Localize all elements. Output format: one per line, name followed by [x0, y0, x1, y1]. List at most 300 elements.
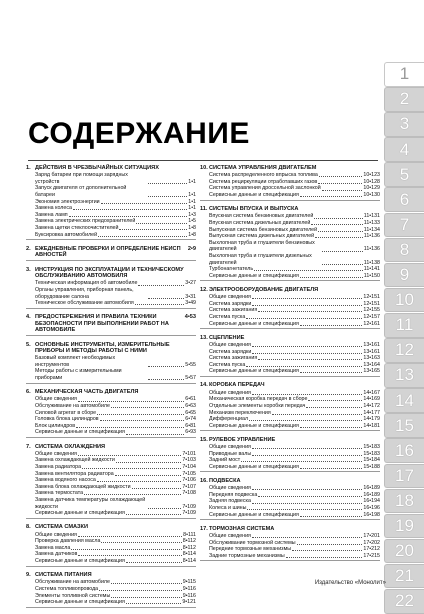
entry-label: Заряд батареи при помощи зарядных устройств [35, 172, 128, 185]
toc-entry[interactable] [26, 225, 196, 232]
index-tab-6[interactable]: 6 [384, 187, 424, 212]
entry-label: Передние тормозные механизмы [209, 546, 292, 553]
entry-label: Замена ламп [35, 211, 68, 218]
index-tab-7[interactable]: 7 [384, 213, 424, 238]
entry-label: Блок цилиндров [35, 422, 76, 429]
dot-leader [297, 544, 363, 545]
toc-entry[interactable] [200, 266, 380, 273]
toc-entry[interactable] [200, 390, 380, 397]
toc-entry[interactable] [26, 545, 196, 552]
entry-label: Дифференциал [209, 416, 249, 423]
dot-leader [300, 516, 363, 517]
section-index-tabs [384, 62, 424, 614]
section-number: 12. [200, 286, 208, 293]
dot-leader [116, 462, 182, 463]
section-title: МЕХАНИЧЕСКАЯ ЧАСТЬ ДВИГАТЕЛЯ [35, 389, 139, 396]
entry-page-number: 12•161 [363, 320, 380, 327]
entry-label: Сервисные данные и спецификация [209, 272, 299, 279]
section-heading[interactable] [200, 437, 380, 443]
dot-leader [252, 503, 363, 504]
toc-entry[interactable] [26, 368, 196, 381]
toc-entry[interactable] [26, 490, 196, 497]
entry-label: Экономия электроэнергии [35, 198, 100, 205]
section-title: СИСТЕМА УПРАВЛЕНИЯ ДВИГАТЕЛЕМ [209, 165, 317, 171]
index-tab-10[interactable]: 10 [384, 288, 424, 313]
toc-entry[interactable] [26, 599, 196, 606]
toc-entry[interactable] [26, 593, 196, 600]
entry-page-number: 9•121 [182, 599, 196, 606]
section-title: ЭЛЕКТРООБОРУДОВАНИЕ ДВИГАТЕЛЯ [209, 286, 319, 293]
index-tab-9[interactable]: 9 [384, 263, 424, 288]
toc-entry[interactable] [26, 172, 196, 185]
entry-page-number: 17•201 [363, 533, 380, 540]
entry-label: Общие сведения [209, 294, 251, 301]
dot-leader [100, 420, 185, 421]
toc-entry[interactable] [200, 410, 380, 417]
index-tab-22[interactable]: 22 [384, 589, 424, 614]
entry-page-number: 11•136 [363, 246, 380, 253]
dot-leader [84, 494, 181, 495]
entry-page-number: 10•128 [363, 178, 380, 185]
entry-label: Приводные валы [209, 450, 252, 457]
dot-leader [99, 590, 182, 591]
dot-leader [252, 537, 362, 538]
toc-entry[interactable] [200, 233, 380, 240]
entry-page-number: 16•194 [363, 498, 380, 505]
dot-leader [322, 251, 363, 252]
toc-entry[interactable] [200, 301, 380, 308]
toc-entry[interactable] [200, 192, 380, 199]
toc-entry[interactable] [26, 205, 196, 212]
section-page-number: 4•53 [184, 314, 196, 321]
entry-label: Замена датчика температуры охлаждающей жидкости [35, 496, 146, 510]
entry-label: Замена датчиков [35, 551, 78, 558]
section-number: 7. [26, 443, 31, 450]
toc-right-column [200, 165, 380, 567]
toc-entry[interactable] [26, 510, 196, 517]
index-tab-1[interactable]: 1 [384, 62, 424, 87]
toc-entry[interactable] [26, 471, 196, 478]
entry-page-number: 15•184 [363, 457, 380, 464]
entry-page-number: 15•183 [363, 444, 380, 451]
dot-leader [318, 183, 362, 184]
section-page-number [378, 526, 380, 532]
section-page-number [378, 478, 380, 484]
entry-label: Турбонагнетатель [209, 266, 254, 273]
entry-page-number: 7•103 [182, 457, 196, 464]
entry-label: Впускная система дизельных двигателей [209, 220, 311, 227]
toc-entry[interactable] [200, 403, 380, 410]
index-tab-19[interactable]: 19 [384, 514, 424, 539]
toc-entry[interactable] [26, 586, 196, 593]
toc-entry[interactable] [26, 232, 196, 239]
entry-label: Обслуживание на автомобиле [35, 403, 110, 410]
index-tab-12[interactable]: 12 [384, 338, 424, 363]
section-heading[interactable] [200, 287, 380, 293]
entry-page-number: 5•55 [185, 361, 196, 368]
entry-page-number: 8•112 [182, 538, 196, 545]
dot-leader [306, 407, 362, 408]
entry-label: Общие сведения [209, 533, 251, 540]
toc-entry[interactable] [200, 355, 380, 362]
publisher-footer: Издательство «Монолит» [314, 580, 386, 586]
section-page-number [378, 335, 380, 341]
entry-page-number: 11•136 [363, 233, 380, 240]
toc-entry[interactable] [200, 498, 380, 505]
entry-label: Общие сведения [35, 450, 77, 457]
dot-leader [136, 223, 187, 224]
index-tab-13[interactable]: 13 [384, 363, 424, 388]
toc-section [26, 389, 196, 438]
entry-label: Колеса и шины [209, 505, 247, 512]
toc-entry[interactable] [200, 416, 380, 423]
section-number: 4. [26, 314, 31, 321]
section-title: СИСТЕМЫ ВПУСКА И ВЫПУСКА [209, 206, 299, 213]
entry-page-number: 12•155 [363, 307, 380, 314]
entry-page-number: 3•31 [185, 293, 196, 300]
dot-leader [246, 366, 362, 367]
entry-page-number: 7•106 [182, 477, 196, 484]
dot-leader [97, 481, 182, 482]
section-title: ТОРМОЗНАЯ СИСТЕМА [209, 525, 275, 532]
section-heading[interactable] [200, 335, 380, 341]
entry-page-number: 8•112 [182, 544, 196, 551]
entry-label: Система зажигания [209, 307, 258, 314]
toc-entry[interactable] [200, 423, 380, 430]
entry-label: Сервисные данные и спецификация [35, 510, 125, 517]
toc-entry[interactable] [26, 410, 196, 417]
index-tab-15[interactable]: 15 [384, 413, 424, 438]
dot-leader [148, 298, 184, 299]
entry-label: Замена термостата [35, 490, 84, 497]
entry-page-number: 3•49 [185, 300, 196, 307]
section-heading[interactable] [26, 165, 196, 171]
entry-page-number: 15•188 [363, 463, 380, 470]
section-page-number [194, 267, 196, 280]
toc-section [26, 342, 196, 384]
dot-leader [73, 209, 187, 210]
dot-leader [314, 218, 363, 219]
entry-page-number: 1•8 [188, 225, 196, 232]
toc-entry[interactable] [26, 579, 196, 586]
toc-entry[interactable] [26, 477, 196, 484]
toc-entry[interactable] [200, 307, 380, 314]
entry-label: Силовой агрегат в сборе [35, 409, 97, 416]
entry-page-number: 14•169 [363, 396, 380, 403]
section-heading[interactable] [26, 246, 196, 259]
entry-label: Сервисные данные и спецификация [209, 368, 299, 375]
toc-entry[interactable] [26, 300, 196, 307]
section-heading[interactable] [200, 526, 380, 532]
index-tab-14[interactable]: 14 [384, 388, 424, 413]
entry-page-number: 11•131 [363, 213, 380, 220]
dot-leader [97, 414, 184, 415]
entry-label: Впускная система бензиновых двигателей [209, 213, 314, 220]
dot-leader [101, 203, 188, 204]
index-tab-3[interactable]: 3 [384, 112, 424, 137]
dot-leader [135, 304, 185, 305]
entry-page-number: 9•116 [182, 592, 196, 599]
entry-page-number: 7•107 [182, 483, 196, 490]
entry-label: Сервисные данные и спецификация [209, 463, 299, 470]
entry-label: Общие сведения [209, 389, 251, 396]
section-page-number [378, 287, 380, 293]
section-heading[interactable] [200, 165, 380, 171]
entry-page-number: 13•161 [363, 341, 380, 348]
entry-label: Система зарядки [209, 348, 252, 355]
section-number: 17. [200, 525, 208, 532]
toc-entry[interactable] [26, 199, 196, 206]
toc-entry[interactable] [200, 362, 380, 369]
entry-label: Проверка давления масла [35, 538, 101, 545]
dot-leader [119, 229, 187, 230]
entry-label: Система рециркуляции отработавших газов [209, 178, 318, 185]
section-title: СИСТЕМА ПИТАНИЯ [35, 572, 92, 579]
section-heading[interactable] [26, 267, 196, 280]
dot-leader [132, 488, 182, 489]
dot-leader [300, 196, 363, 197]
toc-entry[interactable] [26, 403, 196, 410]
entry-page-number: 16•189 [363, 485, 380, 492]
entry-label: Система зажигания [209, 355, 258, 362]
section-page-number [378, 165, 380, 171]
toc-entry[interactable] [26, 185, 196, 198]
toc-entry[interactable] [26, 429, 196, 436]
entry-label: Выпускная система бензиновых двигателей [209, 226, 318, 233]
dot-leader [258, 359, 362, 360]
entry-page-number: 7•108 [182, 490, 196, 497]
toc-entry[interactable] [200, 546, 380, 553]
toc-entry[interactable] [200, 492, 380, 499]
toc-entry[interactable] [200, 533, 380, 540]
index-tab-4[interactable]: 4 [384, 137, 424, 162]
dot-leader [315, 237, 363, 238]
toc-entry[interactable] [200, 553, 380, 560]
index-tab-21[interactable]: 21 [384, 564, 424, 589]
entry-label: Система пуска [209, 313, 246, 320]
entry-page-number: 8•114 [182, 557, 196, 564]
entry-page-number: 1•1 [188, 205, 196, 212]
section-heading[interactable] [26, 314, 196, 333]
entry-label: Общие сведения [209, 485, 251, 492]
dot-leader [111, 407, 184, 408]
dot-leader [246, 318, 362, 319]
entry-label: Замена вентилятора радиатора [35, 470, 114, 477]
dot-leader [258, 496, 362, 497]
entry-label: Сервисные данные и спецификация [209, 422, 299, 429]
entry-page-number: 16•198 [363, 511, 380, 518]
entry-label: Система распределенного впрыска топлива [209, 172, 318, 179]
dot-leader [319, 176, 363, 177]
section-title: СИСТЕМА ОХЛАЖДЕНИЯ [35, 443, 106, 450]
dot-leader [247, 509, 362, 510]
entry-label: Выпускная система дизельных двигателей [209, 233, 315, 240]
dot-leader [272, 414, 363, 415]
toc-entry[interactable] [200, 444, 380, 451]
entry-page-number: 13•163 [363, 355, 380, 362]
entry-label: Система зарядки [209, 300, 252, 307]
toc-entry[interactable] [26, 484, 196, 491]
toc-entry[interactable] [26, 355, 196, 368]
entry-page-number: 6•63 [185, 403, 196, 410]
section-page-number [194, 444, 196, 450]
section-page-number [194, 342, 196, 355]
dot-leader [308, 400, 362, 401]
toc-entry[interactable] [26, 396, 196, 403]
toc-entry[interactable] [26, 464, 196, 471]
section-heading[interactable] [200, 478, 380, 484]
entry-label: Элементы топливной системы [35, 592, 111, 599]
toc-entry[interactable] [26, 287, 196, 300]
toc-entry[interactable] [26, 416, 196, 423]
toc-entry[interactable] [200, 457, 380, 464]
toc-entry[interactable] [200, 220, 380, 227]
entry-page-number: 16•196 [363, 505, 380, 512]
toc-entry[interactable] [200, 485, 380, 492]
toc-entry[interactable] [200, 240, 380, 253]
toc-entry[interactable] [26, 497, 196, 510]
toc-entry[interactable] [26, 532, 196, 539]
dot-leader [300, 277, 363, 278]
entry-page-number: 12•157 [363, 313, 380, 320]
section-title: СИСТЕМА СМАЗКИ [35, 524, 88, 531]
entry-page-number: 7•104 [182, 464, 196, 470]
index-tab-20[interactable]: 20 [384, 539, 424, 564]
toc-section [200, 335, 380, 377]
toc-entry[interactable] [26, 538, 196, 545]
dot-leader [101, 542, 181, 543]
toc-entry[interactable] [26, 423, 196, 430]
section-number: 2. [26, 245, 31, 252]
toc-entry[interactable] [200, 368, 380, 375]
entry-label: Буксировка автомобилей [35, 231, 98, 238]
toc-entry[interactable] [26, 280, 196, 287]
entry-page-number: 1•1 [188, 192, 196, 199]
toc-section [26, 572, 196, 608]
toc-entry[interactable] [26, 551, 196, 558]
dot-leader [98, 236, 187, 237]
section-title: КОРОБКА ПЕРЕДАЧ [209, 382, 265, 389]
entry-page-number: 17•215 [363, 552, 380, 559]
entry-label: Сервисные данные и спецификация [209, 192, 299, 199]
dot-leader [286, 557, 363, 558]
index-tab-17[interactable]: 17 [384, 464, 424, 489]
toc-section [26, 165, 196, 240]
entry-label: Задняя подвеска [209, 498, 251, 505]
toc-section [200, 382, 380, 431]
entry-label: Базовый комплект необходимых инструментов [35, 355, 116, 368]
entry-page-number: 1•1 [188, 198, 196, 205]
entry-page-number: 14•179 [363, 416, 380, 423]
entry-page-number: 7•101 [182, 450, 196, 457]
toc-entry[interactable] [200, 185, 380, 192]
toc-section [200, 206, 380, 281]
entry-page-number: 9•115 [182, 579, 196, 586]
dot-leader [82, 468, 181, 469]
entry-page-number: 1•3 [188, 211, 196, 218]
dot-leader [300, 372, 363, 373]
entry-page-number: 6•81 [185, 422, 196, 429]
dot-leader [292, 550, 362, 551]
dot-leader [252, 394, 362, 395]
section-heading[interactable] [26, 444, 196, 450]
entry-page-number: 5•57 [185, 375, 196, 382]
index-tab-5[interactable]: 5 [384, 162, 424, 187]
toc-section [26, 267, 196, 309]
toc-entry[interactable] [200, 253, 380, 266]
toc-entry[interactable] [200, 273, 380, 280]
entry-page-number: 11•138 [363, 259, 380, 266]
toc-entry[interactable] [200, 294, 380, 301]
section-heading[interactable] [26, 342, 196, 355]
entry-label: Система управления дроссельной заслонкой [209, 185, 321, 192]
section-heading[interactable] [200, 206, 380, 212]
toc-entry[interactable] [26, 457, 196, 464]
dot-leader [252, 448, 362, 449]
toc-entry[interactable] [200, 342, 380, 349]
entry-label: Сервисные данные и спецификация [35, 429, 125, 436]
dot-leader [252, 298, 362, 299]
entry-page-number: 14•167 [363, 389, 380, 396]
index-tab-16[interactable]: 16 [384, 438, 424, 463]
entry-label: Техническая информация об автомобиле [35, 280, 138, 287]
entry-label: Механизм переключения [209, 409, 271, 416]
toc-entry[interactable] [200, 464, 380, 471]
dot-leader [71, 549, 181, 550]
entry-label: Обслуживание на автомобиле [35, 579, 110, 586]
index-tab-18[interactable]: 18 [384, 489, 424, 514]
section-heading[interactable] [26, 389, 196, 395]
section-title: ЕЖЕДНЕВНЫЕ ПРОВЕРКИ И ОПРЕДЕЛЕНИЕ НЕИСП АВНОСТЕЙ [35, 245, 181, 259]
toc-entry[interactable] [200, 172, 380, 179]
index-tab-11[interactable]: 11 [384, 313, 424, 338]
toc-entry[interactable] [200, 314, 380, 321]
section-number: 10. [200, 165, 208, 171]
entry-label: Сервисные данные и спецификация [209, 511, 299, 518]
toc-entry[interactable] [200, 349, 380, 356]
entry-page-number: 11•150 [363, 272, 380, 279]
index-tab-2[interactable]: 2 [384, 87, 424, 112]
dot-leader [322, 190, 363, 191]
entry-page-number: 1•5 [188, 218, 196, 225]
section-number: 9. [26, 572, 31, 579]
section-number: 13. [200, 334, 208, 341]
dot-leader [300, 427, 363, 428]
toc-section [200, 478, 380, 520]
section-heading[interactable] [26, 572, 196, 578]
section-heading[interactable] [26, 524, 196, 530]
toc-entry[interactable] [200, 512, 380, 519]
toc-entry[interactable] [200, 505, 380, 512]
entry-page-number: 14•181 [363, 422, 380, 429]
toc-entry[interactable] [200, 321, 380, 328]
dot-leader [78, 536, 182, 537]
toc-entry[interactable] [200, 396, 380, 403]
index-tab-8[interactable]: 8 [384, 238, 424, 263]
entry-label: Система пуска [209, 361, 246, 368]
toc-entry[interactable] [26, 558, 196, 565]
dot-leader [322, 264, 363, 265]
toc-section [200, 437, 380, 473]
section-title: ОСНОВНЫЕ ИНСТРУМЕНТЫ, ИЗМЕРИТЕЛЬНЫЕ ПРИБОРЫ И МЕТОДЫ РАБОТЫ С НИМИ [35, 341, 170, 354]
entry-label: Выхлопная труба и глушители дизельных двигателей [209, 253, 312, 266]
section-heading[interactable] [200, 382, 380, 388]
entry-label: Сервисные данные и спецификация [35, 557, 125, 564]
dot-leader [252, 455, 362, 456]
entry-page-number: 13•161 [363, 348, 380, 355]
dot-leader [254, 270, 363, 271]
toc-entry[interactable] [200, 540, 380, 547]
